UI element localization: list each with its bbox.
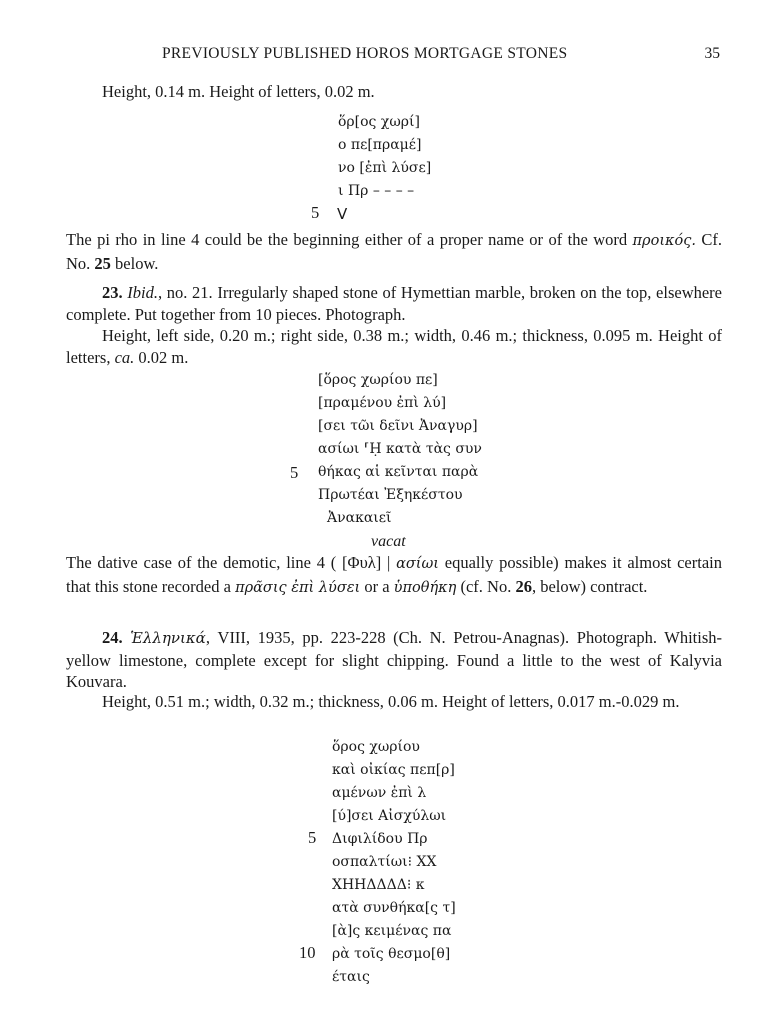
entry-text: , no. 21. Irregularly shaped stone of Hymettian marble, broken on the top, elsewhere complete. Put together from 10 pieces. Photograph.: [66, 283, 722, 324]
source-ref: Ibid.: [127, 283, 158, 302]
insc-line: ὅρ[ος χωρί]: [338, 114, 420, 130]
note-text: below.: [110, 253, 159, 273]
insc-line: καὶ οἰκίας πεπ[ρ]: [332, 762, 455, 778]
page-number: 35: [704, 45, 720, 62]
circa: ca.: [114, 347, 135, 367]
greek-word: ασίωι: [396, 556, 439, 572]
entry-23-description: [66, 282, 722, 325]
line-number: 5: [311, 203, 320, 222]
entry-24-dimensions: [66, 691, 722, 713]
insc-line: Ἀνακαιεῖ: [327, 510, 392, 526]
dims-text: Height, 0.51 m.; width, 0.32 m.; thickness, 0.06 m. Height of letters, 0.017 m.-0.029 m.: [102, 692, 680, 711]
line-number: 5: [308, 828, 317, 847]
entry-text: , VIII, 1935, pp. 223-228 (Ch. N. Petrou-Anagnas). Photograph. Whitish-yellow limestone, complete except for slight chipping. Found a little to the west of Kalyvia Kouvara.: [66, 628, 722, 691]
dims-text: 0.02 m.: [134, 347, 189, 367]
note-text: , below) contract.: [531, 576, 648, 596]
insc-line: ρὰ τοῖς θεσμο[θ]: [332, 946, 451, 962]
insc-line: Διφιλίδου Πρ: [332, 831, 428, 847]
line-number: 5: [290, 463, 299, 482]
cross-ref: 25: [94, 253, 111, 273]
insc-line: ασίωι ⸢Ḥ κατὰ τὰς συν: [318, 441, 482, 457]
note-text: or a: [360, 576, 394, 596]
greek-word: ὑποθήκη: [393, 579, 457, 596]
insc-line: έταις: [332, 969, 370, 985]
line-number: 10: [299, 943, 316, 962]
entry-24-description: [66, 627, 722, 693]
insc-line: οσπαλτίωι⁝ ΧΧ: [332, 854, 437, 870]
note-text: equally possible) makes it almost certain that this stone recorded a: [66, 553, 722, 596]
insc-line: [ύ]σει Αἰσχύλωι: [332, 808, 447, 824]
insc-line: [σει τῶι δεῖνι Ἀναγυρ]: [318, 418, 478, 434]
dims-text: Height of letters,: [66, 326, 723, 367]
note-text: (cf. No.: [456, 576, 516, 596]
entry-number: 23.: [102, 283, 123, 302]
insc-line: ΧΗΗΔΔΔΔ⁝ κ: [332, 877, 425, 893]
entry-number: 24.: [102, 628, 123, 647]
note-23: [66, 552, 722, 599]
note-text: The pi rho in line 4 could be the beginning either of a proper name or of the word: [66, 230, 628, 249]
insc-line: ὅρος χωρίου: [332, 739, 420, 755]
dims-text: Height, left side, 0.20 m.; right side, 0.38 m.; width, 0.46 m.; thickness, 0.095 m.: [102, 326, 653, 345]
cross-ref: 26: [515, 576, 532, 596]
insc-line: αμένων ἐπὶ λ: [332, 785, 427, 801]
greek-word: προικός.: [632, 233, 696, 249]
running-head: [0, 45, 777, 67]
insc-line: ατὰ συνθήκα[ς τ]: [332, 900, 456, 916]
note-text: Cf. No.: [66, 230, 723, 273]
running-title: PREVIOUSLY PUBLISHED HOROS MORTGAGE STONES: [162, 45, 568, 62]
insc-line: νο [ἐπὶ λύσε]: [338, 160, 432, 176]
source-ref: Ἑλληνικά: [130, 629, 206, 647]
insc-line: θήκας αἱ κεῖνται παρὰ: [318, 464, 479, 480]
entry-23-dimensions: [66, 325, 722, 368]
insc-line: [πραμένου ἐπὶ λύ]: [318, 395, 447, 411]
dimensions-22: Height, 0.14 m. Height of letters, 0.02 m.: [102, 82, 375, 101]
insc-line: V: [337, 205, 348, 223]
insc-line: ο πε[πραμέ]: [338, 137, 422, 153]
note-text: The dative case of the demotic, line 4 ( [Φυλ] |: [66, 553, 397, 572]
insc-line: ι Πρ – – – –: [338, 183, 415, 199]
greek-word: πρᾶσις ἐπὶ λύσει: [235, 579, 361, 596]
note-22: [66, 229, 722, 274]
insc-line: [ὰ]ς κειμένας πα: [332, 923, 452, 939]
insc-line: Πρωτέαι Ἐξηκέστου: [318, 487, 463, 503]
insc-line: [ὅρος χωρίου πε]: [318, 372, 438, 388]
vacat: vacat: [371, 533, 406, 550]
